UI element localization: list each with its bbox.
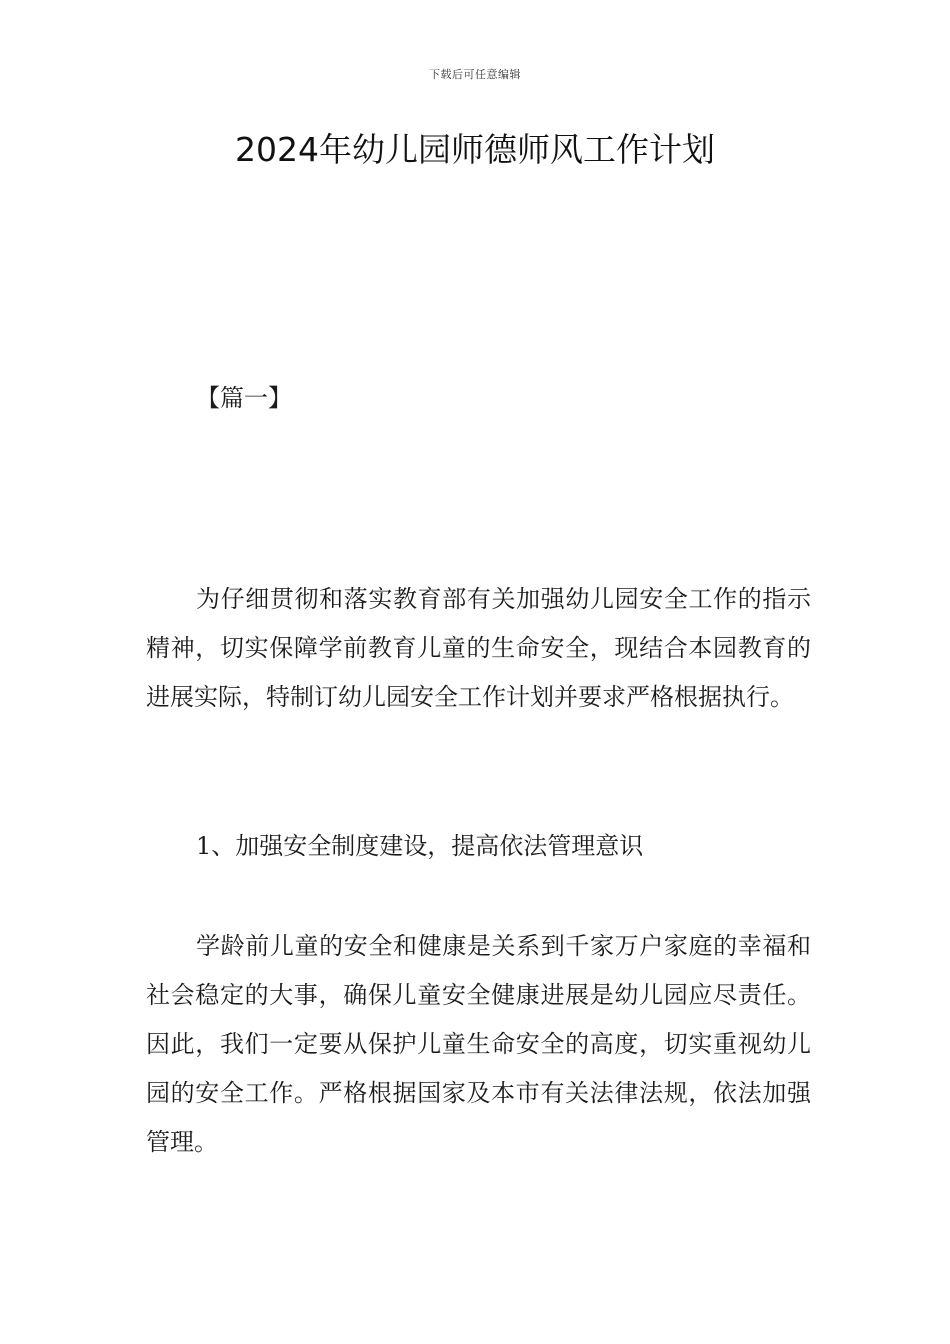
body-paragraph-2: 学龄前儿童的安全和健康是关系到千家万户家庭的幸福和社会稳定的大事，确保儿童安全健康进展是幼儿园应尽责任。因此，我们一定要从保护儿童生命安全的高度，切实重视幼儿园的安全工作。严格根据国家及本市有关法律法规，依法加强管理。 xyxy=(146,932,811,1156)
section-heading-1: 1、加强安全制度建设，提高依法管理意识 xyxy=(196,832,644,860)
document-title: 2024年幼儿园师德师风工作计划 xyxy=(235,130,715,169)
page-header-note: 下载后可任意编辑 xyxy=(429,68,521,81)
section-label: 【篇一】 xyxy=(196,384,292,412)
body-paragraph-1: 为仔细贯彻和落实教育部有关加强幼儿园安全工作的指示精神，切实保障学前教育儿童的生命安全，现结合本园教育的进展实际，特制订幼儿园安全工作计划并要求严格根据执行。 xyxy=(146,585,811,711)
